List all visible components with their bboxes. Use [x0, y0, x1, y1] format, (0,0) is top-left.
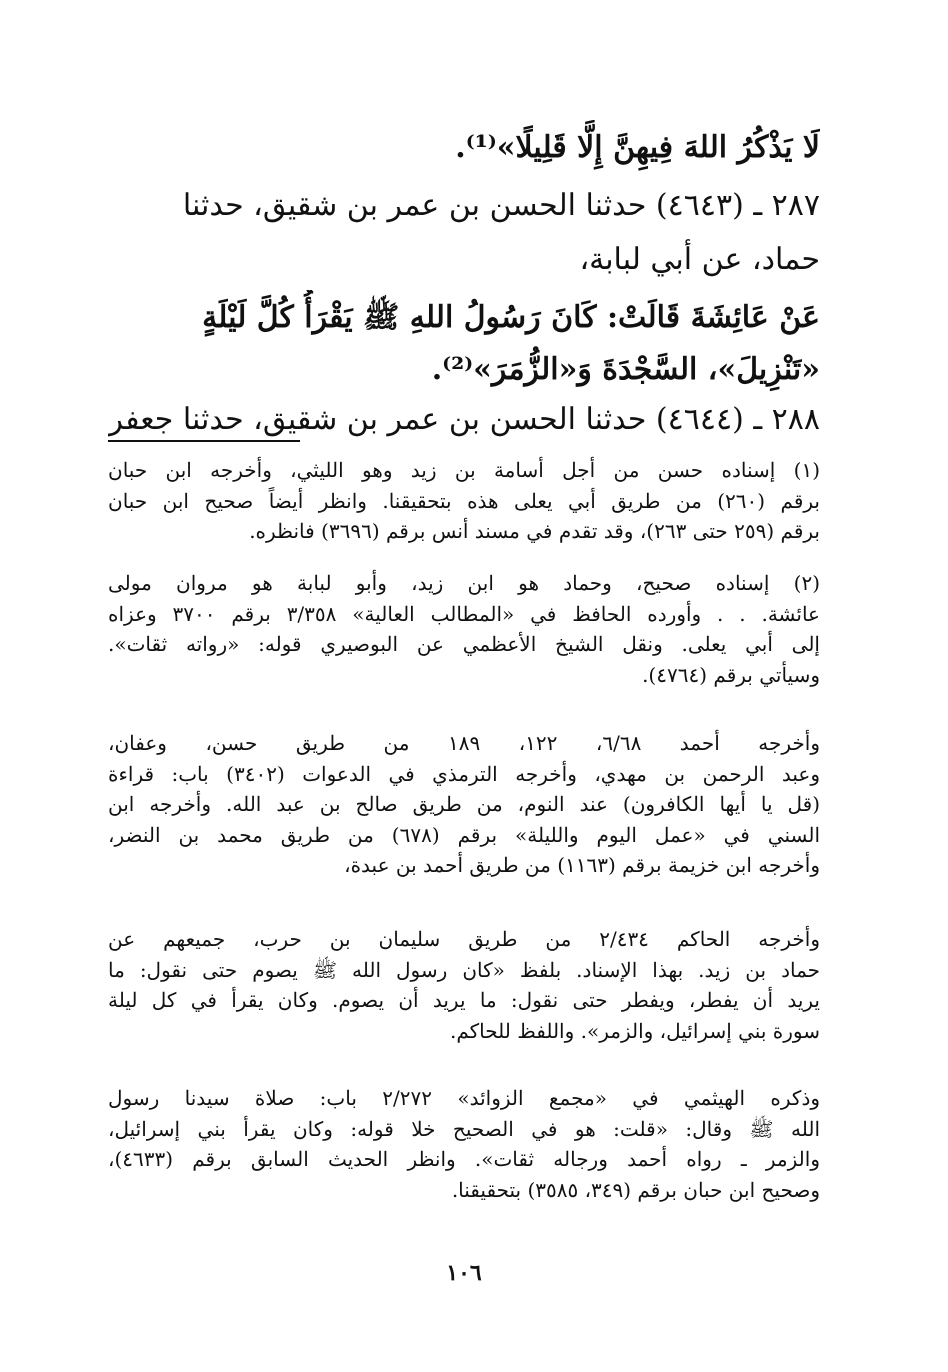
- footnote-line: وأخرجه الحاكم ٢/٤٣٤ من طريق سليمان بن حرب، جميعهم عن: [108, 927, 820, 951]
- main-text-line: لَا يَذْكُرُ اللهَ فِيهِنَّ إِلَّا قَلِيلًا»⁽¹⁾.: [455, 130, 820, 165]
- footnote-line: وأخرجه ابن خزيمة برقم (١١٦٣) من طريق أحمد بن عبدة،: [344, 853, 820, 877]
- footnote-line: وذكره الهيثمي في «مجمع الزوائد» ٢/٢٧٢ باب: صلاة سيدنا رسول: [108, 1086, 820, 1110]
- footnote-line: (١) إسناده حسن من أجل أسامة بن زيد وهو الليثي، وأخرجه ابن حبان: [108, 458, 820, 482]
- footnote-line: وسيأتي برقم (٤٧٦٤).: [642, 662, 820, 687]
- footnote-line: برقم (٢٦٠) من طريق أبي يعلى هذه بتحقيقنا. وانظر أيضاً صحيح ابن حبان: [108, 488, 820, 513]
- footnote-2-takhrij-ahmad: [108, 728, 820, 881]
- hadith-287-matn: عَنْ عَائِشَةَ قَالَتْ: كَانَ رَسُولُ اللهِ ﷺ يَقْرَأُ كُلَّ لَيْلَةٍ: [202, 300, 820, 335]
- footnote-line: يريد أن يفطر، ويفطر حتى نقول: ما يريد أن يصوم. وكان يقرأ في كل ليلة: [108, 988, 820, 1012]
- footnote-line: وعبد الرحمن بن مهدي، وأخرجه الترمذي في الدعوات (٣٤٠٢) باب: قراءة: [108, 761, 820, 786]
- footnote-2-takhrij-hakim: [108, 924, 820, 1046]
- footnote-separator: [108, 440, 300, 442]
- footnote-1: [108, 455, 820, 547]
- hadith-287-heading: ٢٨٧ ـ (٤٦٤٣) حدثنا الحسن بن عمر بن شقيق، حدثنا: [182, 188, 820, 223]
- footnote-line: (قل يا أيها الكافرون) عند النوم، من طريق صالح بن عبد الله. وأخرجه ابن: [108, 792, 820, 816]
- footnote-line: (٢) إسناده صحيح، وحماد هو ابن زيد، وأبو لبابة هو مروان مولى: [108, 571, 820, 595]
- footnote-line: وصحيح ابن حبان برقم (٣٤٩، ٣٥٨٥) بتحقيقنا.: [451, 1177, 820, 1202]
- footnote-line: إلى أبي يعلى. ونقل الشيخ الأعظمي عن البوصيري قوله: «رواته ثقات».: [108, 632, 820, 656]
- hadith-287-matn-end: «تَنْزِيلَ»، السَّجْدَةَ وَ«الزُّمَرَ»⁽²⁾.: [431, 352, 820, 387]
- footnote-line: الله ﷺ وقال: «قلت: هو في الصحيح خلا قوله: وكان يقرأ بني إسرائيل،: [108, 1116, 820, 1141]
- page-number: ١٠٦: [446, 1260, 482, 1286]
- footnote-line: السني في «عمل اليوم والليلة» برقم (٦٧٨) من طريق محمد بن النضر،: [108, 822, 820, 847]
- footnote-line: عائشة. . . وأورده الحافظ في «المطالب العالية» ٣/٣٥٨ برقم ٣٧٠٠ وعزاه: [108, 601, 820, 626]
- footnote-line: وأخرجه أحمد ٦/٦٨، ١٢٢، ١٨٩ من طريق حسن، وعفان،: [108, 731, 820, 755]
- footnote-line: برقم (٢٥٩ حتى ٢٦٣)، وقد تقدم في مسند أنس برقم (٣٦٩٦) فانظره.: [249, 519, 820, 543]
- main-text-line: حماد، عن أبي لبابة،: [579, 242, 820, 277]
- footnote-line: حماد بن زيد. بهذا الإسناد. بلفظ «كان رسول الله ﷺ يصوم حتى نقول: ما: [108, 957, 820, 982]
- footnote-line: والزمر ـ رواه أحمد ورجاله ثقات». وانظر الحديث السابق برقم (٤٦٣٣)،: [108, 1147, 820, 1171]
- footnote-2: [108, 568, 820, 690]
- hadith-288-heading: ٢٨٨ ـ (٤٦٤٤) حدثنا الحسن بن عمر بن شقيق، حدثنا جعفر: [108, 402, 820, 437]
- footnote-2-takhrij-haythami: [108, 1083, 820, 1205]
- footnote-line: سورة بني إسرائيل، والزمر». واللفظ للحاكم.: [449, 1018, 820, 1043]
- book-page: [108, 0, 820, 1372]
